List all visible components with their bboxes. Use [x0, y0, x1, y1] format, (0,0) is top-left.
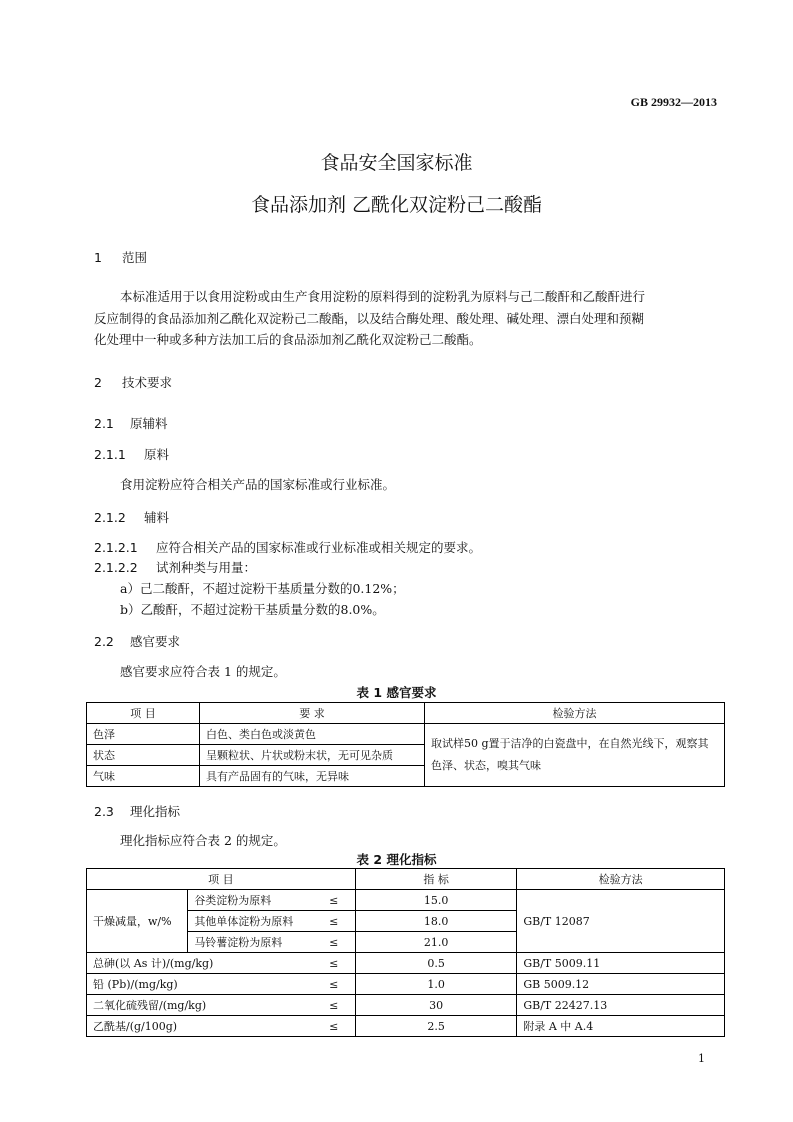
section-title: 感官要求	[130, 634, 181, 649]
section-2-2-heading	[94, 632, 180, 650]
section-number: 2.3	[94, 804, 114, 819]
le-symbol: ≤	[313, 1016, 356, 1037]
clause-number: 2.1.2.1	[94, 540, 138, 555]
section-2-1-heading	[94, 414, 168, 432]
item-cell: 二氧化硫残留/(mg/kg)	[87, 995, 313, 1016]
list-item-b: b）乙酸酐，不超过淀粉干基质量分数的8.0%。	[120, 602, 385, 617]
section-title: 理化指标	[130, 804, 181, 819]
table-header-row	[87, 703, 725, 724]
table-1-caption: 表 1 感官要求	[356, 685, 437, 700]
sub-item-cell: 马铃薯淀粉为原料	[188, 932, 313, 953]
item-cell: 总砷(以 As 计)/(mg/kg)	[87, 953, 313, 974]
table-row	[87, 890, 725, 911]
method-cell: 取试样50 g置于洁净的白瓷盘中，在自然光线下，观察其色泽、状态，嗅其气味	[425, 724, 725, 787]
section-1-heading	[94, 248, 147, 266]
table-2-caption: 表 2 理化指标	[356, 852, 437, 867]
table-row	[87, 995, 725, 1016]
clause-2-1-2-1	[94, 537, 481, 559]
table-header-row	[87, 869, 725, 890]
value-cell: 15.0	[355, 890, 517, 911]
list-item-a: a）己二酸酐，不超过淀粉干基质量分数的0.12%；	[120, 581, 405, 596]
table-row	[87, 1016, 725, 1037]
item-cell: 铅 (Pb)/(mg/kg)	[87, 974, 313, 995]
le-symbol: ≤	[313, 995, 356, 1016]
scope-line-1: 本标准适用于以食用淀粉或由生产食用淀粉的原料得到的淀粉乳为原料与己二酸酐和乙酸酐进行	[120, 289, 646, 304]
requirement-cell: 白色、类白色或淡黄色	[200, 724, 425, 745]
physchem-intro: 理化指标应符合表 2 的规定。	[120, 833, 286, 848]
item-cell: 状态	[87, 745, 200, 766]
le-symbol: ≤	[313, 890, 356, 911]
doc-title: 食品安全国家标准	[320, 152, 473, 174]
value-cell: 21.0	[355, 932, 517, 953]
section-number: 2.2	[94, 634, 114, 649]
value-cell: 2.5	[355, 1016, 517, 1037]
sensory-table	[86, 702, 725, 787]
item-cell: 色泽	[87, 724, 200, 745]
section-title: 辅料	[144, 510, 170, 525]
requirement-cell: 呈颗粒状、片状或粉末状，无可见杂质	[200, 745, 425, 766]
section-title: 技术要求	[122, 375, 173, 390]
section-2-1-1-heading	[94, 445, 169, 463]
section-number: 2.1.1	[94, 447, 126, 462]
item-cell: 乙酰基/(g/100g)	[87, 1016, 313, 1037]
sub-item-cell: 谷类淀粉为原料	[188, 890, 313, 911]
scope-paragraph	[94, 286, 734, 351]
section-title: 范围	[122, 250, 148, 265]
table-row	[87, 953, 725, 974]
sub-item-cell: 其他单体淀粉为原料	[188, 911, 313, 932]
standard-number: GB 29932—2013	[630, 95, 717, 109]
section-2-1-2-heading	[94, 508, 169, 526]
section-number: 2.1.2	[94, 510, 126, 525]
section-number: 2.1	[94, 416, 114, 431]
le-symbol: ≤	[313, 974, 356, 995]
value-cell: 30	[355, 995, 517, 1016]
page-number: 1	[698, 1052, 705, 1065]
value-cell: 18.0	[355, 911, 517, 932]
section-2-3-heading	[94, 802, 180, 820]
method-cell: GB/T 5009.11	[517, 953, 725, 974]
header-requirement: 要 求	[200, 703, 425, 724]
section-number: 2	[94, 375, 102, 390]
method-cell: GB 5009.12	[517, 974, 725, 995]
value-cell: 0.5	[355, 953, 517, 974]
section-number: 1	[94, 250, 102, 265]
section-title: 原料	[144, 447, 170, 462]
header-method: 检验方法	[517, 869, 725, 890]
header-method: 检验方法	[425, 703, 725, 724]
clause-number: 2.1.2.2	[94, 560, 138, 575]
scope-line-3: 化处理中一种或多种方法加工后的食品添加剂乙酰化双淀粉己二酸酯。	[94, 332, 482, 347]
sensory-intro: 感官要求应符合表 1 的规定。	[120, 664, 286, 679]
method-cell: GB/T 22427.13	[517, 995, 725, 1016]
le-symbol: ≤	[313, 953, 356, 974]
table-row	[87, 974, 725, 995]
le-symbol: ≤	[313, 932, 356, 953]
item-cell: 干燥减量，w/%	[87, 890, 188, 953]
header-item: 项 目	[87, 703, 200, 724]
section-2-heading	[94, 373, 172, 391]
clause-text: 试剂种类与用量：	[156, 560, 257, 575]
le-symbol: ≤	[313, 911, 356, 932]
table-row	[87, 724, 725, 745]
scope-line-2: 反应制得的食品添加剂乙酰化双淀粉己二酸酯，以及结合酶处理、酸处理、碱处理、漂白处理和预糊	[94, 310, 645, 326]
doc-subtitle: 食品添加剂 乙酰化双淀粉己二酸酯	[250, 194, 543, 216]
header-item: 项 目	[87, 869, 356, 890]
physchem-table	[86, 868, 725, 1037]
method-cell: GB/T 12087	[517, 890, 725, 953]
clause-text: 应符合相关产品的国家标准或行业标准或相关规定的要求。	[156, 540, 482, 555]
section-title: 原辅料	[130, 416, 168, 431]
method-cell: 附录 A 中 A.4	[517, 1016, 725, 1037]
header-indicator: 指 标	[355, 869, 517, 890]
item-cell: 气味	[87, 766, 200, 787]
requirement-cell: 具有产品固有的气味，无异味	[200, 766, 425, 787]
raw-material-text: 食用淀粉应符合相关产品的国家标准或行业标准。	[120, 477, 396, 492]
clause-2-1-2-2	[94, 557, 256, 579]
value-cell: 1.0	[355, 974, 517, 995]
